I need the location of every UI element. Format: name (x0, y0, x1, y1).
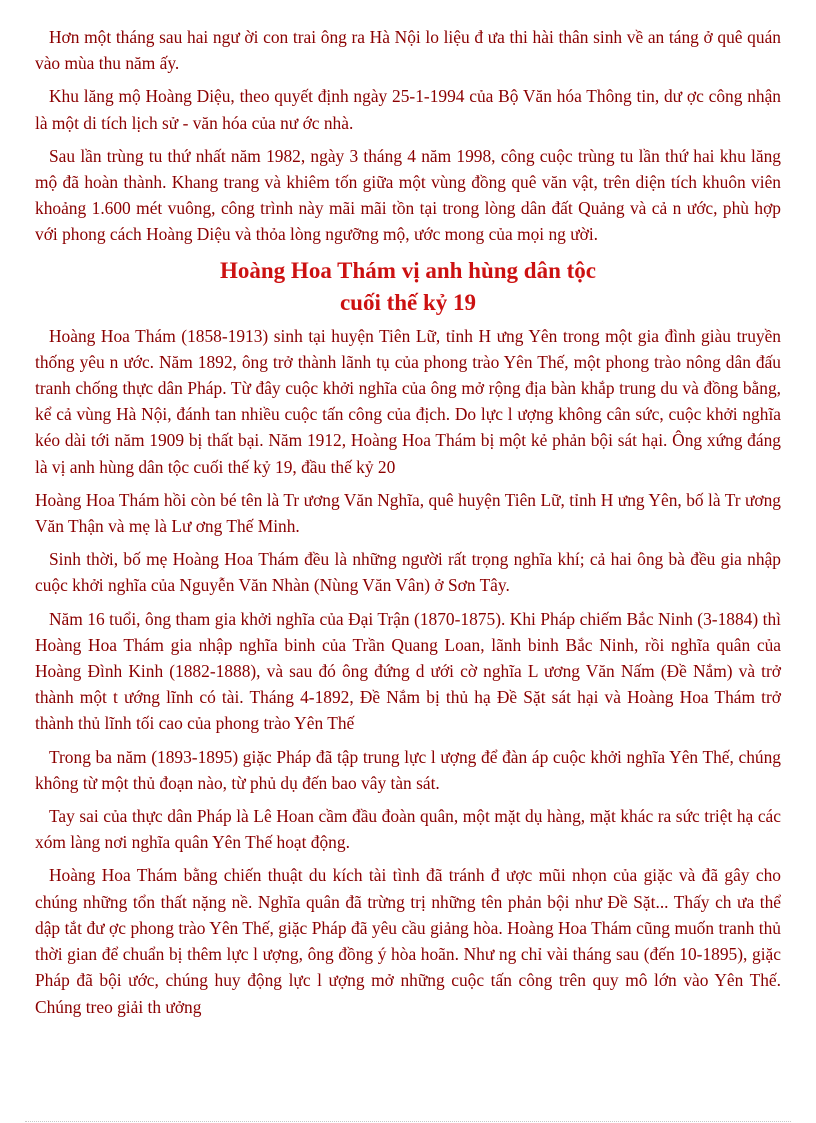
paragraph: Hoàng Hoa Thám hồi còn bé tên là Tr ương Văn Nghĩa, quê huyện Tiên Lữ, tỉnh H ưng Yên, bố là Tr ương Văn Thận và mẹ là Lư ơng Thế Minh. (35, 489, 781, 537)
page-bottom-divider (25, 1121, 791, 1122)
paragraph: Hoàng Hoa Thám bằng chiến thuật du kích tài tình đã tránh đ ược mũi nhọn của giặc và đã gây cho chúng những tổn thất nặng nề. Nghĩa quân đã trừng trị những tên phản bội như Đề Sặt... Thấy ch ưa thể dập tắt đư ợc phong trào Yên Thế, giặc Pháp đã yêu cầu giảng hòa. Hoàng Hoa Thám cũng muốn tranh thủ thời gian để chuẩn bị thêm lực l ượng, ông đồng ý hòa hoãn. Như ng chỉ vài tháng sau (đến 10-1895), giặc Pháp đã bội ước, chúng huy động lực l ượng mở những cuộc tấn công trên quy mô lớn vào Yên Thế. Chúng treo giải th ưởng (35, 865, 781, 1017)
section-heading-line-1: Hoàng Hoa Thám vị anh hùng dân tộc (220, 257, 596, 283)
paragraph: Hoàng Hoa Thám (1858-1913) sinh tại huyện Tiên Lữ, tỉnh H ưng Yên trong một gia đình giàu truyền thống yêu n ước. Năm 1892, ông trở thành lãnh tụ của phong trào Yên Thế, một phong trào nông dân đấu tranh chống thực dân Pháp. Từ đây cuộc khởi nghĩa của ông mở rộng địa bàn khắp trung du và đồng bằng, kể cả vùng Hà Nội, đánh tan nhiều cuộc tấn công của địch. Do lực l ượng không cân sức, cuộc khởi nghĩa kéo dài tới năm 1909 bị thất bại. Năm 1912, Hoàng Hoa Thám bị một kẻ phản bội sát hại. Ông xứng đáng là vị anh hùng dân tộc cuối thế kỷ 19, đầu thế kỷ 20 (35, 325, 781, 477)
paragraph: Năm 16 tuổi, ông tham gia khởi nghĩa của Đại Trận (1870-1875). Khi Pháp chiếm Bắc Ninh (3-1884) thì Hoàng Hoa Thám gia nhập nghĩa binh của Trần Quang Loan, lãnh binh Bắc Ninh, rồi nghĩa quân của Hoàng Đình Kinh (1882-1888), và sau đó ông đứng d ưới cờ nghĩa L ương Văn Nấm (Đề Nắm) và trở thành một t ướng lĩnh có tài. Tháng 4-1892, Đề Nắm bị thủ hạ Đề Sặt sát hại và Hoàng Hoa Thám trở thành thủ lĩnh tối cao của phong trào Yên Thế (35, 608, 781, 734)
paragraph: Khu lăng mộ Hoàng Diệu, theo quyết định ngày 25-1-1994 của Bộ Văn hóa Thông tin, dư ợc công nhận là một di tích lịch sử - văn hóa của nư ớc nhà. (35, 86, 781, 133)
paragraph: Hơn một tháng sau hai ngư ời con trai ông ra Hà Nội lo liệu đ ưa thi hài thân sinh về an táng ở quê quán vào mùa thu năm ấy. (35, 27, 781, 74)
paragraph: Tay sai của thực dân Pháp là Lê Hoan cầm đầu đoàn quân, một mặt dụ hàng, mặt khác ra sức triệt hạ các xóm làng nơi nghĩa quân Yên Thế hoạt động. (35, 806, 781, 853)
section-heading-line-2: cuối thế kỷ 19 (339, 289, 477, 315)
paragraph: Sau lần trùng tu thứ nhất năm 1982, ngày 3 tháng 4 năm 1998, công cuộc trùng tu lần thứ hai khu lăng mộ đã hoàn thành. Khang trang và khiêm tốn giữa một vùng đồng quê văn vật, trên diện tích khuôn viên khoảng 1.600 mét vuông, công trình này mãi mãi tồn tại trong lòng dân đất Quảng và cả n ước, phù hợp với phong cách Hoàng Diệu và thỏa lòng ngưỡng mộ, ước mong của mọi ng ười. (35, 145, 781, 245)
document-page (35, 24, 781, 1027)
section-heading (35, 255, 781, 319)
paragraph: Trong ba năm (1893-1895) giặc Pháp đã tập trung lực l ượng để đàn áp cuộc khởi nghĩa Yên Thế, chúng không từ một thủ đoạn nào, từ phủ dụ đến bao vây tàn sát. (35, 746, 781, 793)
paragraph: Sinh thời, bố mẹ Hoàng Hoa Thám đều là những người rất trọng nghĩa khí; cả hai ông bà đều gia nhập cuộc khởi nghĩa của Nguyễn Văn Nhàn (Nùng Văn Vân) ở Sơn Tây. (35, 549, 781, 596)
